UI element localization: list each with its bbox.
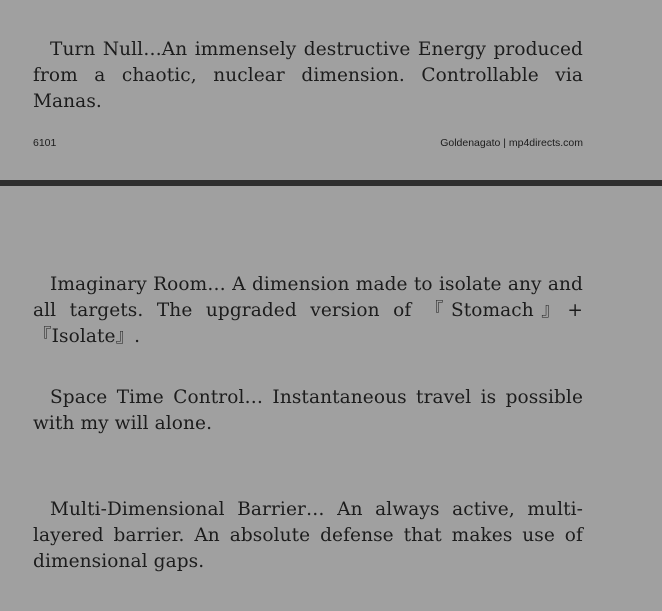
paragraph-imaginary-room: Imaginary Room… A dimension made to isolate any and all targets. The upgraded version of 『Stomach』+『Isolate』. bbox=[33, 274, 583, 347]
top-page bbox=[0, 0, 662, 180]
paragraph-multi-dimensional-barrier: Multi-Dimensional Barrier… An always active, multi-layered barrier. An absolute defense that makes use of dimensional gaps. bbox=[33, 499, 583, 572]
paragraph-turn-null: Turn Null…An immensely destructive Energy produced from a chaotic, nuclear dimension. Controllable via Manas. bbox=[33, 39, 583, 112]
page-number: 6101 bbox=[33, 137, 57, 149]
page-credit: Goldenagato | mp4directs.com bbox=[440, 137, 583, 149]
paragraph-space-time-control: Space Time Control… Instantaneous travel is possible with my will alone. bbox=[33, 387, 583, 434]
bottom-page bbox=[0, 186, 662, 611]
